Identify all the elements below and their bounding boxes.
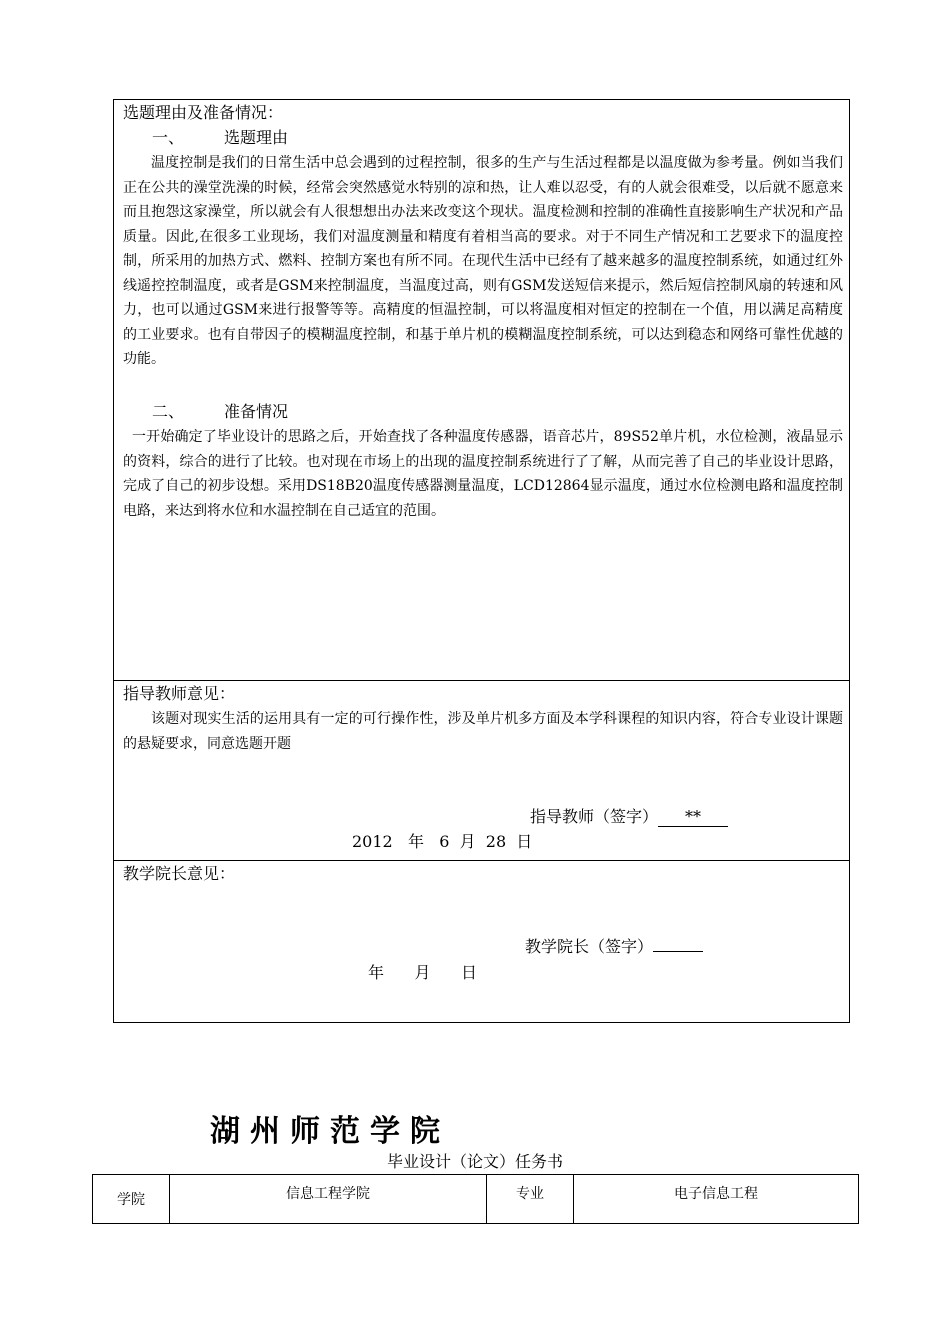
major-value-cell: 电子信息工程 <box>574 1175 859 1224</box>
signature-blank <box>653 951 703 952</box>
subsection-title: 准备情况 <box>224 402 289 421</box>
dean-date: 年 月 日 <box>368 963 478 982</box>
signature-label: 教学院长（签字） <box>525 937 654 956</box>
major-label-cell: 专业 <box>487 1175 574 1224</box>
signature-value: ** <box>658 808 728 827</box>
table-row <box>93 1175 859 1224</box>
dean-signature-line <box>525 937 703 957</box>
advisor-opinion-text: 该题对现实生活的运用具有一定的可行操作性，涉及单片机多方面及本学科课程的知识内容，符合专业设计课题的悬疑要求，同意选题开题 <box>123 711 843 752</box>
advisor-signature-line <box>530 807 728 827</box>
section-title: 选题理由及准备情况： <box>123 103 284 122</box>
college-label-cell: 学院 <box>93 1175 170 1224</box>
subsection-heading <box>152 402 288 422</box>
advisor-date: 2012 年 6 月 28 日 <box>352 832 533 851</box>
topic-reason-section <box>114 100 849 681</box>
college-value-cell: 信息工程学院 <box>170 1175 487 1224</box>
college-name-heading: 湖州师范学院 <box>210 1114 450 1149</box>
dean-opinion-section <box>114 861 849 1024</box>
subsection-heading <box>152 128 288 148</box>
info-table <box>92 1174 859 1224</box>
subsection-number: 一、 <box>152 128 185 147</box>
section-title: 教学院长意见： <box>123 864 236 883</box>
proposal-form <box>113 99 850 1023</box>
subsection-title: 选题理由 <box>224 128 289 147</box>
signature-label: 指导教师（签字） <box>530 807 659 826</box>
subsection-number: 二、 <box>152 402 185 421</box>
preparation-paragraph: 一开始确定了毕业设计的思路之后，开始查找了各种温度传感器，语音芯片，89S52单片机，水位检测，液晶显示的资料，综合的进行了比较。也对现在市场上的出现的温度控制系统进行了了解，从而完善了自己的毕业设计思路，完成了自己的初步设想。采用DS18B20温度传感器测量温度，LCD12864显示温度，通过水位检测电路和温度控制电路，来达到将水位和水温控制在自己适宜的范围。 <box>123 429 843 519</box>
section-title: 指导教师意见： <box>123 684 236 703</box>
topic-reason-paragraph: 温度控制是我们的日常生活中总会遇到的过程控制，很多的生产与生活过程都是以温度做为参考量。例如当我们正在公共的澡堂洗澡的时候，经常会突然感觉水特别的凉和热，让人难以忍受，有的人就会很难受，以后就不愿意来而且抱怨这家澡堂，所以就会有人很想想出办法来改变这个现状。温度检测和控制的准确性直接影响生产状况和产品质量。因此,在很多工业现场，我们对温度测量和精度有着相当高的要求。对于不同生产情况和工艺要求下的温度控制，所采用的加热方式、燃料、控制方案也有所不同。在现代生活中已经有了越来越多的温度控制系统，如通过红外线遥控控制温度，或者是GSM来控制温度，当温度过高，则有GSM发送短信来提示，然后短信控制风扇的转速和风力，也可以通过GSM来进行报警等等。高精度的恒温控制，可以将温度相对恒定的控制在一个值，用以满足高精度的工业要求。也有自带因子的模糊温度控制，和基于单片机的模糊温度控制系统，可以达到稳态和网络可靠性优越的功能。 <box>123 155 843 367</box>
advisor-opinion-section <box>114 681 849 861</box>
task-book-title: 毕业设计（论文）任务书 <box>386 1152 563 1171</box>
